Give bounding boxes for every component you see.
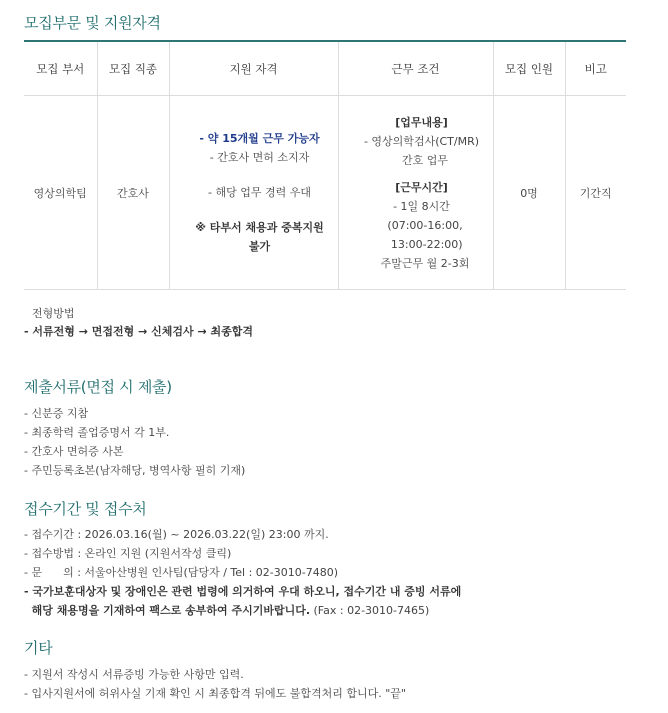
qual-highlight: - 약 15개월 근무 가능자: [199, 132, 320, 145]
notice-line1: - 국가보훈대상자 및 장애인은 관련 법령에 의거하여 우대 하오니, 접수기간 내 증빙 서류에: [24, 585, 462, 598]
header-qualification: 지원 자격: [169, 42, 338, 96]
cond-time-title: [근무시간]: [395, 180, 448, 194]
cell-conditions: [338, 96, 493, 290]
table-row: [24, 96, 626, 290]
cell-remark: 기간직: [565, 96, 626, 290]
section-title-application: 접수기간 및 접수처: [24, 500, 147, 518]
doc-item: - 간호사 면허증 사본: [24, 445, 124, 458]
cond-work-line1: - 영상의학검사(CT/MR): [363, 134, 480, 148]
cell-department: 영상의학팀: [24, 96, 97, 290]
selection-label: 전형방법: [32, 307, 75, 320]
cell-headcount: 0명: [493, 96, 565, 290]
cond-time-line3: 13:00-22:00): [380, 237, 463, 251]
cond-time-line2: (07:00-16:00,: [380, 218, 463, 232]
application-method: - 접수방법 : 온라인 지원 (지원서작성 클릭): [24, 547, 232, 560]
qual-note-line1: ※ 타부서 채용과 중복지원: [195, 221, 324, 234]
notice-line2: [24, 602, 429, 618]
section-title-documents: 제출서류(면접 시 제출): [24, 378, 172, 396]
doc-item: - 신분증 지참: [24, 407, 89, 420]
etc-item: - 입사지원서에 허위사실 기재 확인 시 최종합격 뒤에도 불합격처리 합니다. "끝": [24, 687, 406, 700]
cell-qualification: [169, 96, 338, 290]
cond-time-line4: 주말근무 월 2-3회: [373, 256, 470, 270]
section-title-etc: 기타: [24, 639, 53, 657]
fax-number: (Fax : 02-3010-7465): [310, 604, 430, 617]
header-headcount: 모집 인원: [493, 42, 565, 96]
application-period: - 접수기간 : 2026.03.16(월) ~ 2026.03.22(일) 23:00 까지.: [24, 528, 329, 541]
header-department: 모집 부서: [24, 42, 97, 96]
header-job: 모집 직종: [97, 42, 169, 96]
qual-note-line2: 불가: [248, 240, 271, 253]
doc-item: - 최종학력 졸업증명서 각 1부.: [24, 426, 170, 439]
cell-job: 간호사: [97, 96, 169, 290]
header-conditions: 근무 조건: [338, 42, 493, 96]
selection-steps: - 서류전형 → 면접전형 → 신체검사 → 최종합격: [24, 325, 254, 338]
table-header-row: [24, 42, 626, 96]
notice-line2-text: 해당 채용명을 기재하여 팩스로 송부하여 주시기바랍니다.: [24, 604, 311, 617]
qual-experience: - 해당 업무 경력 우대: [208, 186, 311, 199]
recruitment-table: [24, 42, 626, 290]
qual-license: - 간호사 면허 소지자: [209, 151, 310, 164]
doc-item: - 주민등록초본(남자해당, 병역사항 필히 기재): [24, 464, 246, 477]
section-title-recruitment: 모집부문 및 지원자격: [24, 14, 161, 32]
cond-work-title: [업무내용]: [395, 115, 448, 129]
etc-item: - 지원서 작성시 서류증빙 가능한 사항만 입력.: [24, 668, 244, 681]
application-contact: - 문 의 : 서울아산병원 인사팀(담당자 / Tel : 02-3010-7480): [24, 566, 338, 579]
header-remark: 비고: [565, 42, 626, 96]
cond-work-line2: 간호 업무: [395, 153, 448, 167]
cond-time-line1: - 1일 8시간: [393, 199, 450, 213]
